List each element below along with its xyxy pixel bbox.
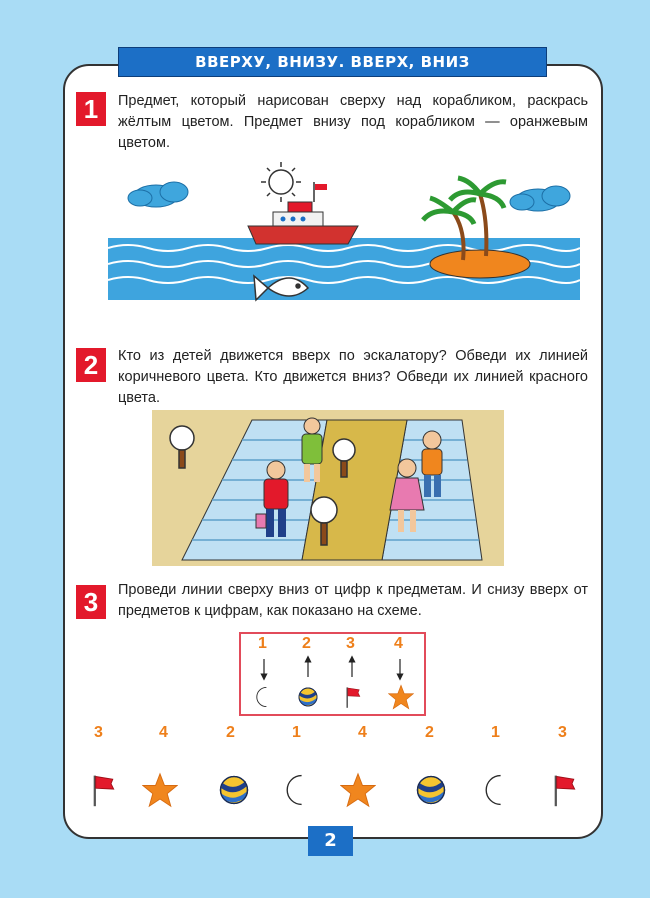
row-number: 3 — [558, 724, 567, 741]
scheme-number: 3 — [346, 635, 355, 652]
task-3-number: 3 — [76, 585, 106, 619]
task-2-text: Кто из детей движется вверх по эскалатору? Обведи их линией коричневого цвета. Кто движется вниз? Обведи их линией красного цвета. — [118, 348, 588, 406]
ball-icon[interactable] — [216, 772, 252, 808]
island-icon — [423, 178, 530, 278]
row-number: 2 — [425, 724, 434, 741]
row-number: 4 — [159, 724, 168, 741]
scheme-arrows-and-items — [239, 655, 426, 715]
moon-icon[interactable] — [479, 772, 515, 808]
task-3-text: Проведи линии сверху вниз от цифр к предметам. И снизу вверх от предметов к цифрам, как показано на схеме. — [118, 582, 588, 619]
moon-icon — [257, 687, 267, 706]
row-number: 4 — [358, 724, 367, 741]
sea-ship-illustration — [108, 160, 580, 320]
ball-icon — [299, 688, 317, 706]
row-number: 1 — [491, 724, 500, 741]
star-icon[interactable] — [142, 772, 178, 808]
task-1-text: Предмет, который нарисован сверху над корабликом, раскрась жёлтым цветом. Предмет внизу под корабликом — оранжевым цветом. — [118, 93, 588, 151]
flag-icon — [347, 687, 360, 707]
task-2-number: 2 — [76, 348, 106, 382]
escalator-illustration — [152, 410, 504, 566]
sun-icon — [261, 162, 301, 202]
scheme-number: 4 — [394, 635, 403, 652]
flag-icon[interactable] — [545, 772, 581, 808]
row-number: 1 — [292, 724, 301, 741]
moon-icon[interactable] — [280, 772, 316, 808]
ball-icon[interactable] — [413, 772, 449, 808]
star-icon — [389, 685, 414, 708]
scheme-number: 2 — [302, 635, 311, 652]
page-title: ВВЕРХУ, ВНИЗУ. ВВЕРХ, ВНИЗ — [118, 47, 547, 77]
page-number: 2 — [308, 826, 353, 856]
row-number: 2 — [226, 724, 235, 741]
flag-icon[interactable] — [84, 772, 120, 808]
task-1-number: 1 — [76, 92, 106, 126]
cloud-right-icon — [510, 186, 570, 211]
scheme-number: 1 — [258, 635, 267, 652]
ship-icon — [248, 182, 358, 244]
cloud-left-icon — [128, 182, 188, 207]
row-number: 3 — [94, 724, 103, 741]
star-icon[interactable] — [340, 772, 376, 808]
